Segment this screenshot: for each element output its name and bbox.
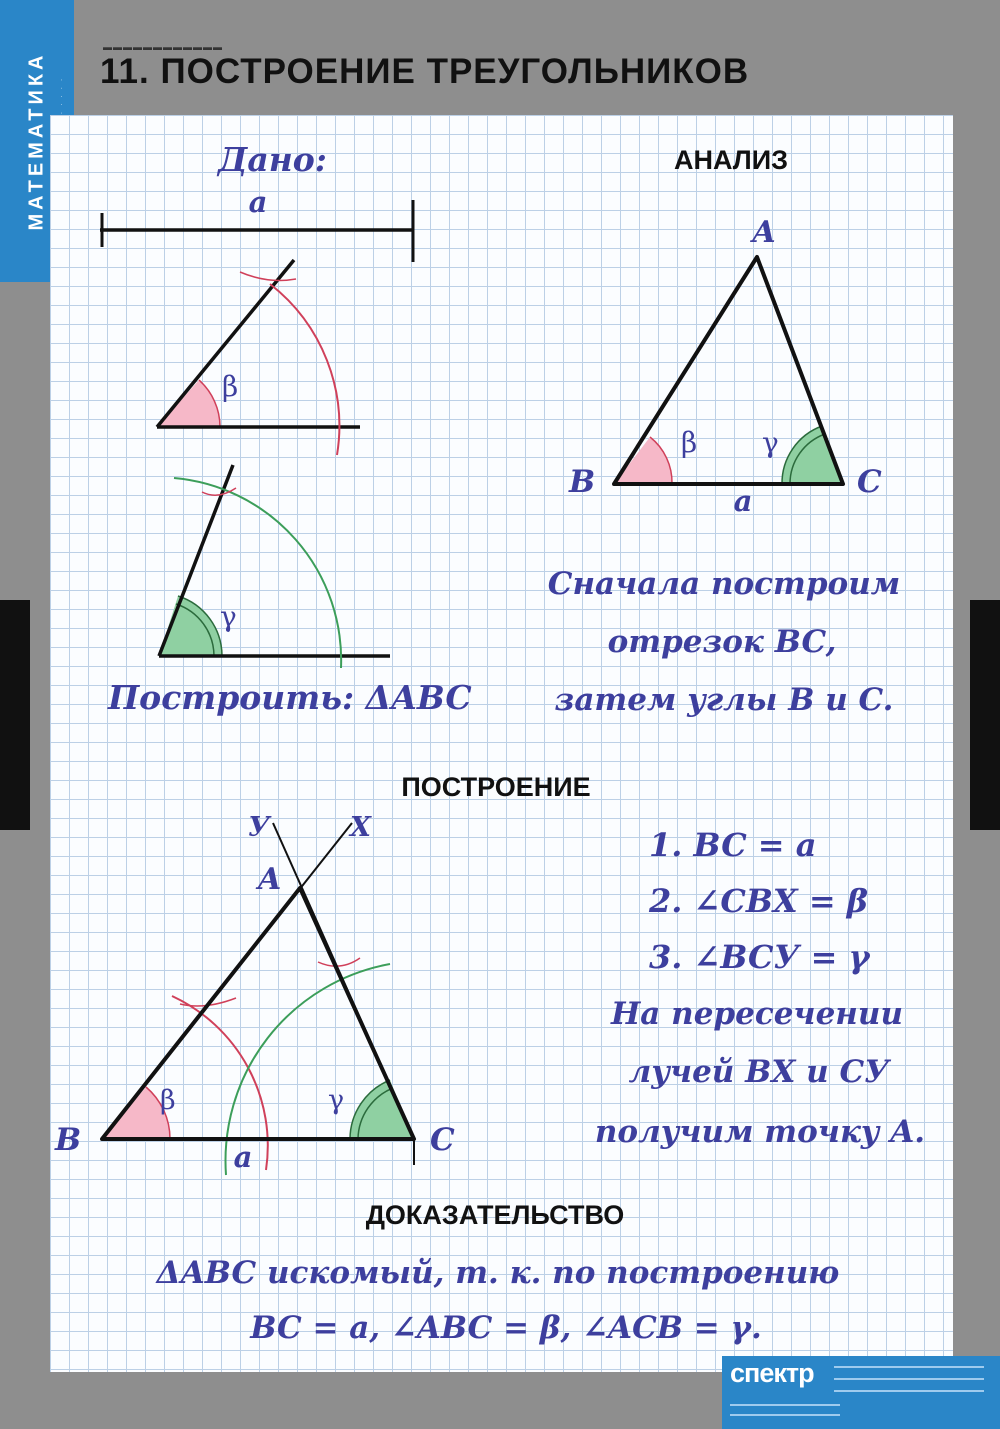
publisher-logo: спектр [730, 1358, 814, 1388]
page-title: 11. ПОСТРОЕНИЕ ТРЕУГОЛЬНИКОВ [100, 52, 750, 91]
given-gamma-label: γ [220, 600, 237, 633]
proof-heading: ДОКАЗАТЕЛЬСТВО [365, 1200, 625, 1230]
analysis-text-line: затем углы B и C. [554, 682, 894, 718]
given-label: Дано: [218, 140, 327, 179]
construction-step: получим точку A. [594, 1114, 926, 1150]
given-segment-label: a [248, 185, 268, 219]
analysis-vertex-b: B [569, 464, 596, 500]
topic-small-caption: ▬▬▬▬▬▬▬▬▬▬▬▬ [103, 42, 223, 52]
analysis-triangle [614, 257, 843, 484]
construction-side-a: a [233, 1140, 253, 1174]
analysis-beta-label: β [681, 426, 698, 459]
proof-line-2: BC = a, ∠ABC = β, ∠ACB = γ. [250, 1310, 762, 1346]
given-angle-gamma [159, 465, 390, 668]
construction-ray-x: Х [350, 812, 371, 843]
publisher-info-line [834, 1378, 984, 1380]
analysis-heading: АНАЛИЗ [673, 145, 789, 175]
construction-vertex-c: C [430, 1122, 455, 1158]
publisher-info-line [730, 1404, 840, 1406]
analysis-vertex-c: C [857, 464, 882, 500]
analysis-text-line: отрезок BC, [607, 624, 837, 660]
construction-vertex-a: A [258, 862, 282, 897]
construction-gamma-label: γ [328, 1085, 345, 1116]
construction-step: 3. ∠BCУ = γ [649, 938, 870, 976]
construction-step: лучей BX и CУ [628, 1054, 890, 1090]
publisher-info-line [730, 1414, 840, 1416]
publisher-info-line [834, 1366, 984, 1368]
construct-label: Построить: ΔABC [108, 678, 472, 717]
publisher-box [722, 1356, 1000, 1429]
construction-step: 1. BC = a [649, 826, 817, 864]
analysis-vertex-a: A [752, 215, 776, 250]
analysis-gamma-label: γ [762, 426, 779, 459]
given-beta-label: β [222, 370, 239, 403]
analysis-text-line: Сначала построим [547, 566, 901, 602]
construction-beta-label: β [160, 1085, 176, 1116]
construction-ray-y: У [248, 812, 270, 843]
construction-step: На пересечении [611, 996, 903, 1032]
given-angle-beta [157, 260, 360, 455]
construction-heading: ПОСТРОЕНИЕ [401, 772, 591, 802]
construction-step: 2. ∠CBX = β [649, 882, 869, 920]
publisher-info-line [834, 1390, 984, 1392]
proof-line-1: ΔABC искомый, т. к. по построению [156, 1255, 840, 1291]
construction-vertex-b: B [55, 1122, 82, 1158]
analysis-side-a: a [733, 484, 753, 518]
subject-label: МАТЕМАТИКА [25, 51, 48, 231]
